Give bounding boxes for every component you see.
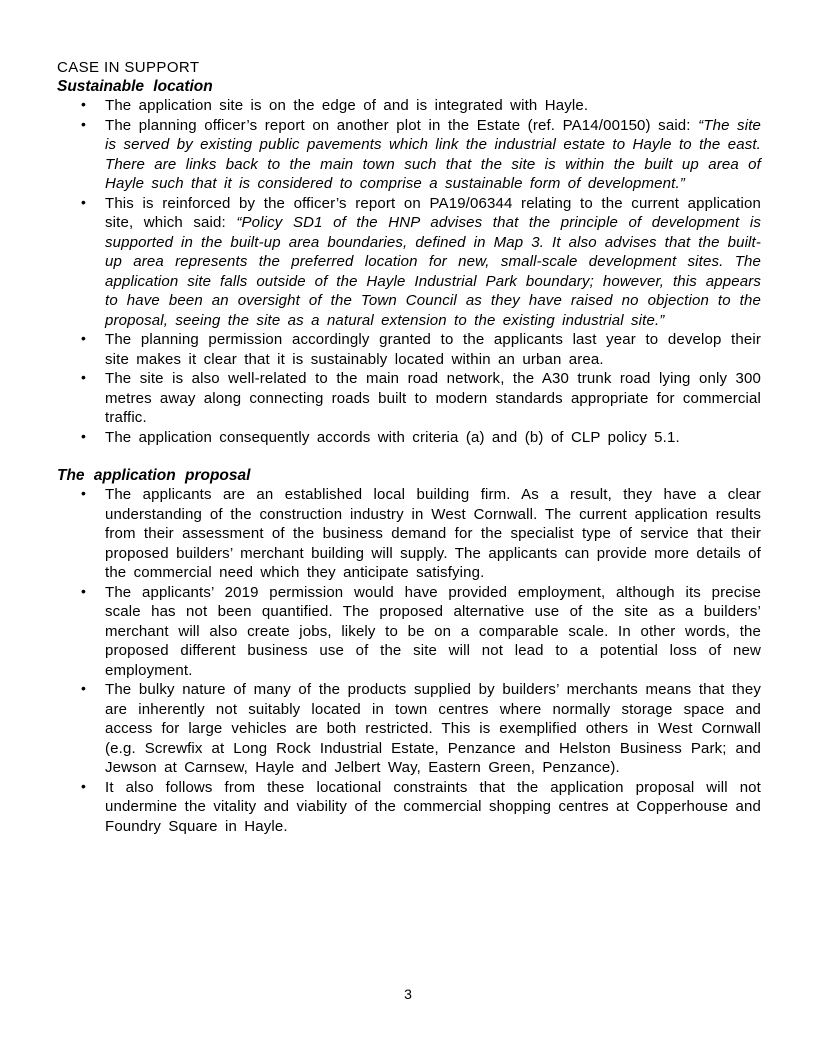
bullet-icon: • [81,582,86,599]
bullet-icon: • [81,427,86,444]
text-run: This is reinforced by the officer’s report on PA19/06344 relating to the current application site, which said: [105,194,761,231]
document-content [57,58,761,836]
bullet-icon: • [81,485,86,501]
section-title: Sustainable location [57,78,213,95]
list-item [57,96,761,116]
text-run: The planning officer’s report on another plot in the Estate (ref. PA14/00150) said: [105,116,699,134]
bullet-icon: • [81,330,86,346]
bullet-list [57,485,761,836]
document-section [57,77,761,447]
bullet-icon: • [81,777,86,794]
sections-container [57,77,761,836]
list-item [57,194,761,331]
bullet-icon: • [81,193,86,210]
list-item [57,369,761,428]
document-section [57,466,761,836]
text-run: The applicants are an established local building firm. As a result, they have a clear understanding of the construction industry in West Cornwall. The current application results from their assessment of the business demand for the specialist type of service that their proposed builders’ merchant building will supply. The applicants can provide more details of the commercial need which they anticipate satisfying. [105,486,761,581]
text-run: The planning permission accordingly granted to the applicants last year to develop their site makes it clear that it is sustainably located within an urban area. [105,331,761,368]
list-item [57,428,761,448]
text-run: The site is also well-related to the main road network, the A30 trunk road lying only 300 metres away along connecting roads built to modern standards appropriate for commercial traffic. [105,370,761,426]
quoted-text-run: “Policy SD1 of the HNP advises that the principle of development is supported in the built-up area boundaries, defined in Map 3. It also advises that the built-up area represents the preferred location for new, small-scale development sites. The application site falls outside of the Hayle Industrial Park boundary; however, this appears to have been an oversight of the Town Council as they have raised no objection to the proposal, seeing the site as a natural extension to the existing industrial site.” [105,214,761,329]
text-run: The bulky nature of many of the products supplied by builders’ merchants means that they are inherently not suitably located in town centres where normally storage space and access for large vehicles are both restricted. This is exemplified others in West Cornwall (e.g. Screwfix at Long Rock Industrial Estate, Penzance and Helston Business Park; and Jewson at Carnsew, Hayle and Jelbert Way, Eastern Green, Penzance). [105,681,761,776]
bullet-list [57,96,761,447]
bullet-icon: • [81,115,86,132]
section-title: The application proposal [57,467,251,484]
text-run: The application site is on the edge of and is integrated with Hayle. [105,97,589,114]
bullet-icon: • [81,369,86,385]
list-item [57,778,761,837]
list-item [57,485,761,583]
list-item [57,583,761,681]
text-run: The application consequently accords with criteria (a) and (b) of CLP policy 5.1. [105,428,680,446]
bullet-icon: • [81,680,86,696]
text-run: The applicants’ 2019 permission would have provided employment, although its precise scale has not been quantified. The proposed alternative use of the site as a builders’ merchant will also create jobs, likely to be on a comparable scale. In other words, the proposed different business use of the site will not lead to a potential loss of new employment. [105,583,761,679]
list-item [57,330,761,369]
page-title: CASE IN SUPPORT [57,59,200,76]
bullet-icon: • [81,96,86,112]
list-item [57,116,761,194]
list-item [57,680,761,778]
quoted-text-run: “The site is served by existing public pavements which link the industrial estate to Hayle to the east. There are links back to the main town such that the site is within the built up area of Hayle such that it is considered to comprise a sustainable form of development.” [105,116,762,192]
page-number: 3 [404,986,412,1002]
text-run: It also follows from these locational constraints that the application proposal will not undermine the vitality and viability of the commercial shopping centres at Copperhouse and Foundry Square in Hayle. [105,778,761,835]
